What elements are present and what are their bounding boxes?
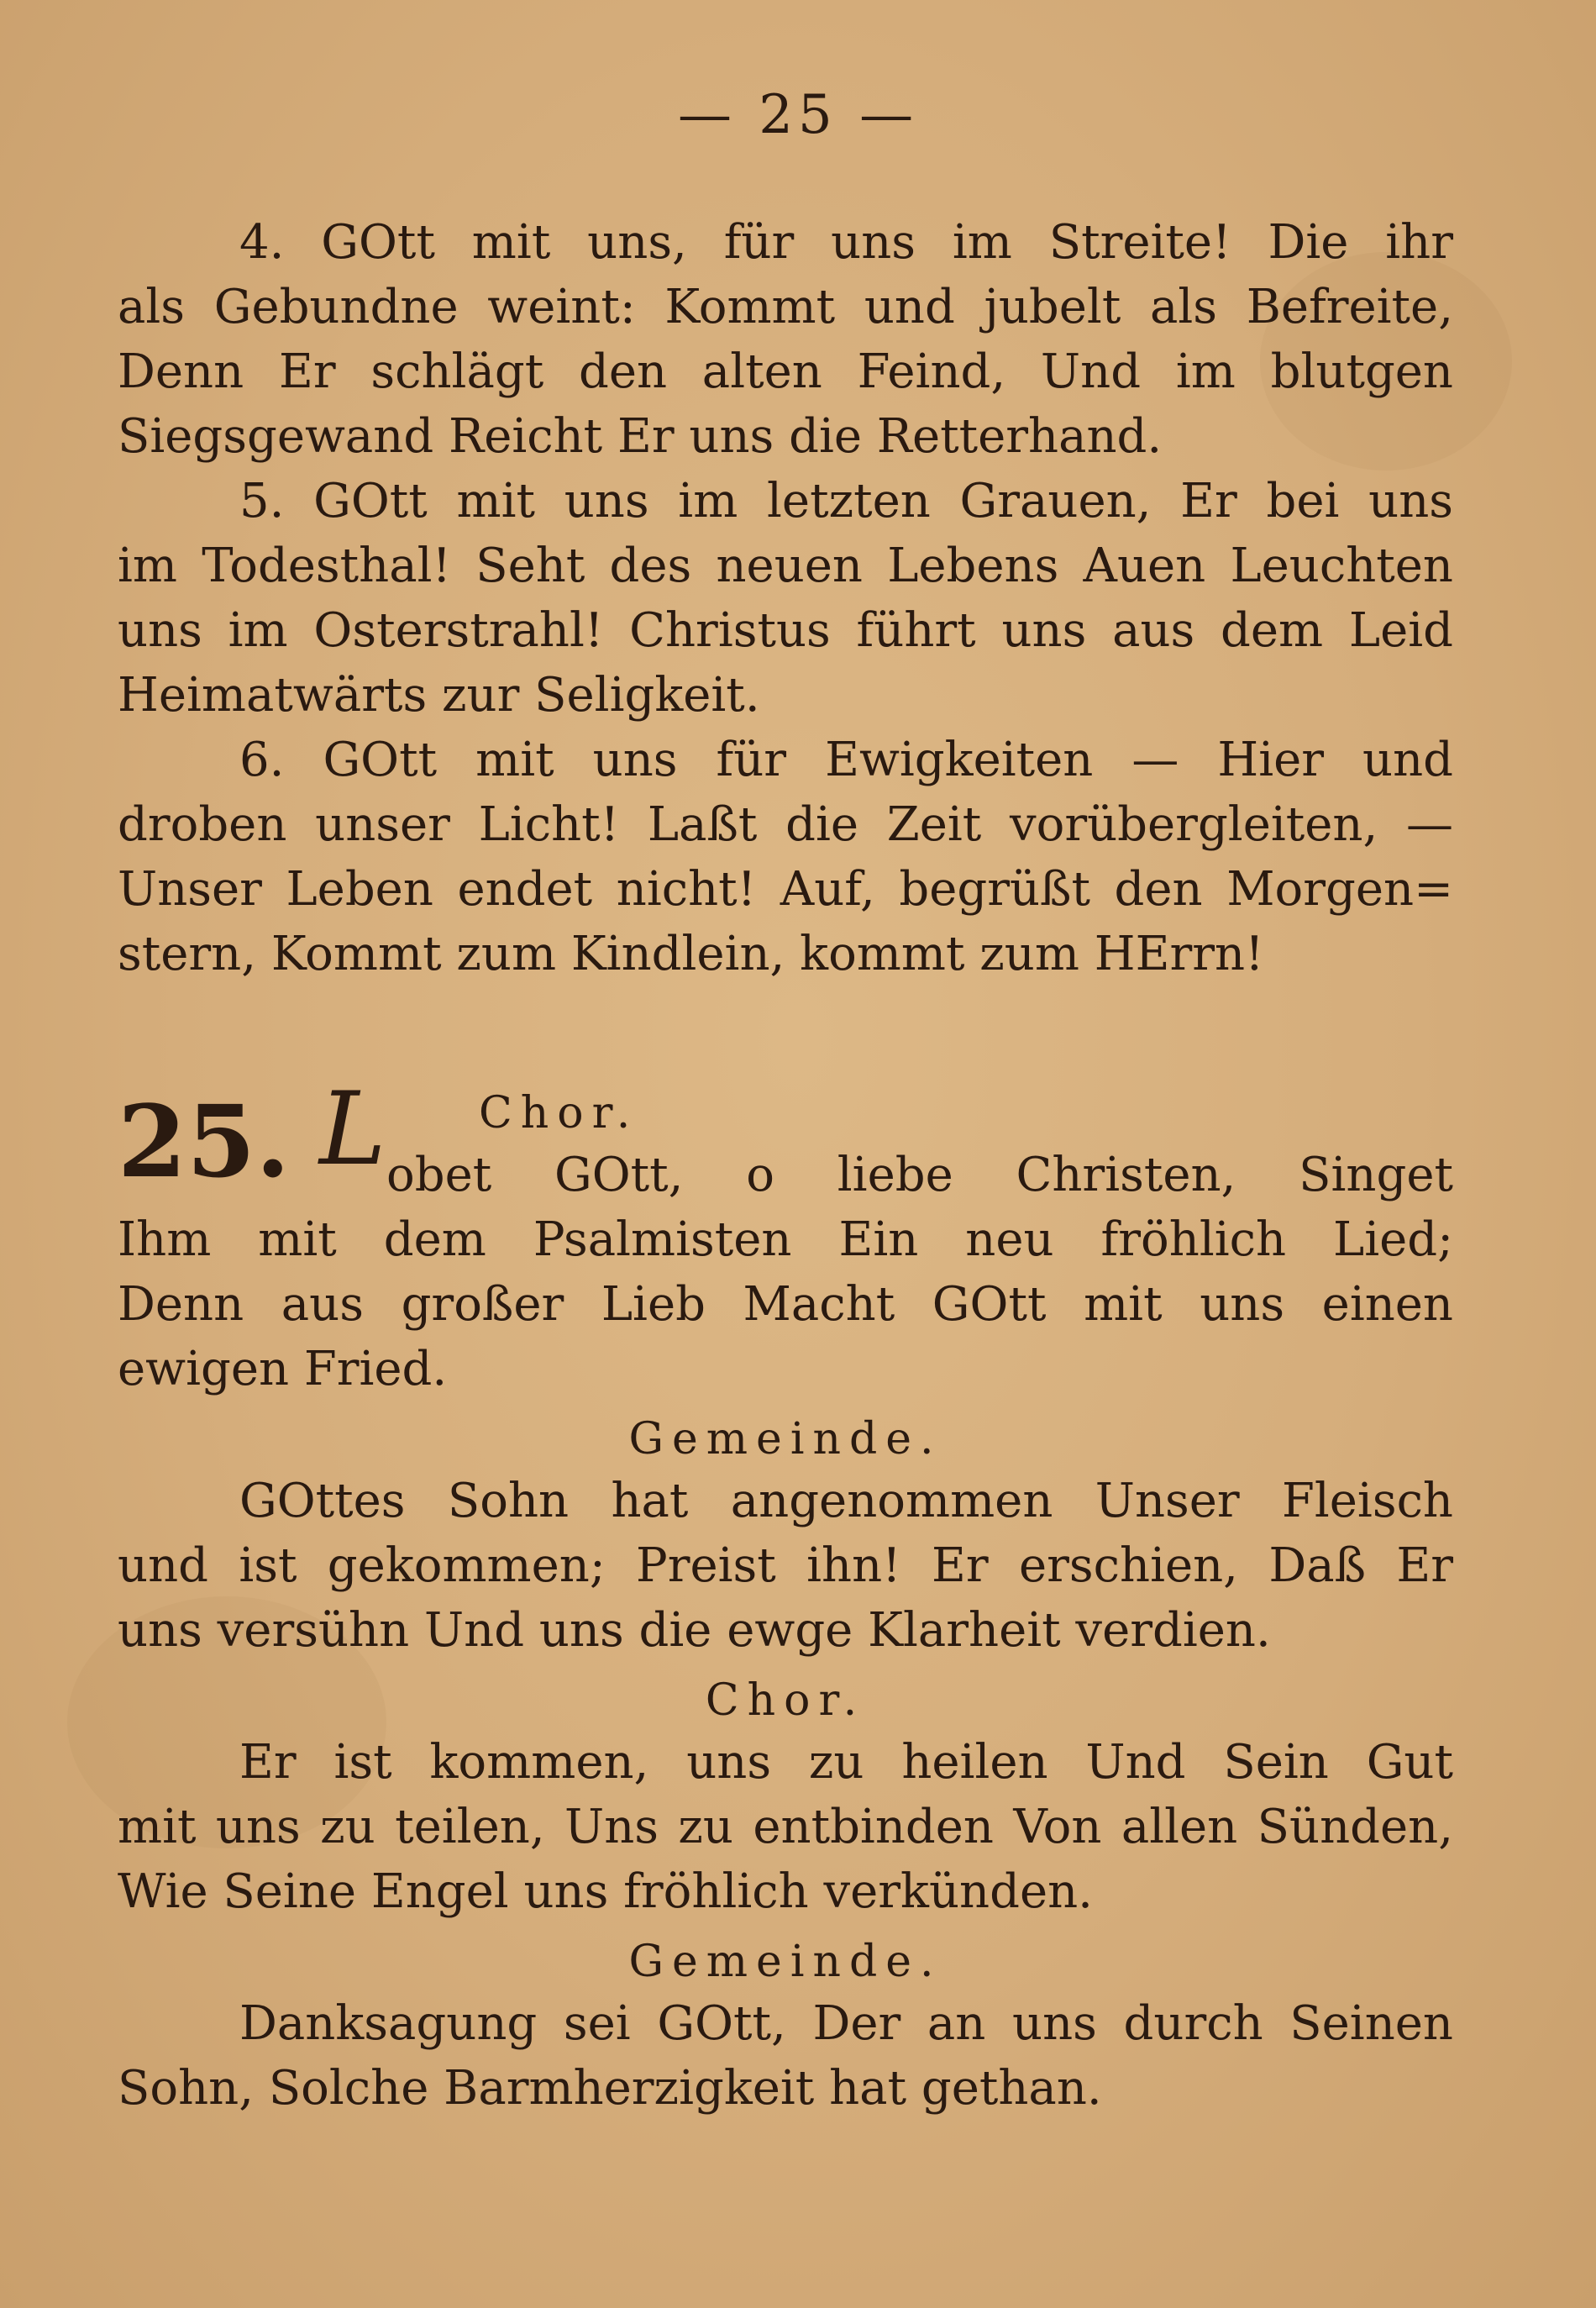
text-line: obet GOtt, o liebe Christen, Singet [386, 1148, 1453, 1202]
text-line: mit uns zu teilen, Uns zu entbinden Von allen Sünden, [118, 1800, 1453, 1854]
text-line: ewigen Fried. [118, 1342, 448, 1396]
stanza-6 [118, 728, 1453, 986]
text-line: Er ist kommen, uns zu heilen Und Sein Gut [239, 1735, 1453, 1790]
text-line: Sohn, Solche Barmherzigkeit hat gethan. [118, 2061, 1102, 2116]
stanza-4 [118, 210, 1453, 469]
section-heading-chor: Chor. [479, 1088, 639, 1138]
text-line: GOttes Sohn hat angenommen Unser Fleisch [239, 1474, 1453, 1528]
stanza-5 [118, 469, 1453, 728]
text-line: Denn Er schlägt den alten Feind, Und im blutgen [118, 344, 1453, 399]
text-line: 5. GOtt mit uns im letzten Grauen, Er bei uns [239, 474, 1453, 528]
text-line: 4. GOtt mit uns, für uns im Streite! Die ihr [239, 215, 1453, 270]
hymn-24-continuation [118, 210, 1453, 986]
hymn-25 [118, 1071, 1453, 2121]
text-line: Heimatwärts zur Seligkeit. [118, 668, 760, 723]
text-line: uns versühn Und uns die ewge Klarheit verdien. [118, 1603, 1271, 1658]
text-line: Ihm mit dem Psalmisten Ein neu fröhlich Lied; [118, 1212, 1453, 1267]
text-line: Denn aus großer Lieb Macht GOtt mit uns einen [118, 1277, 1453, 1332]
text-line: droben unser Licht! Laßt die Zeit vorübergleiten, — [118, 797, 1453, 852]
page-number: — 25 — [677, 84, 919, 146]
text-line: Unser Leben endet nicht! Auf, begrüßt den Morgen= [118, 862, 1453, 917]
section-heading-gemeinde: Gemeinde. [628, 1414, 942, 1464]
text-line: uns im Osterstrahl! Christus führt uns aus dem Leid [118, 603, 1453, 658]
text-line: Siegsgewand Reicht Er uns die Retterhand. [118, 409, 1163, 464]
text-line: Wie Seine Engel uns fröhlich verkünden. [118, 1864, 1093, 1919]
text-line: im Todesthal! Seht des neuen Lebens Auen Leuchten [118, 539, 1453, 593]
text-line: Danksagung sei GOtt, Der an uns durch Seinen [239, 1996, 1453, 2051]
drop-initial: L [319, 1071, 386, 1188]
text-line: stern, Kommt zum Kindlein, kommt zum HErrn! [118, 927, 1264, 981]
text-line: 6. GOtt mit uns für Ewigkeiten — Hier und [239, 733, 1453, 787]
hymn-25-opening [118, 1071, 1453, 1207]
text-line: als Gebundne weint: Kommt und jubelt als Befreite, [118, 280, 1453, 334]
text-line: und ist gekommen; Preist ihn! Er erschien, Daß Er [118, 1538, 1453, 1593]
hymn-first-line-block [386, 1084, 1453, 1207]
section-heading-gemeinde: Gemeinde. [628, 1937, 942, 1987]
hymn-number: 25. [118, 1083, 291, 1200]
section-heading-chor: Chor. [705, 1675, 866, 1726]
